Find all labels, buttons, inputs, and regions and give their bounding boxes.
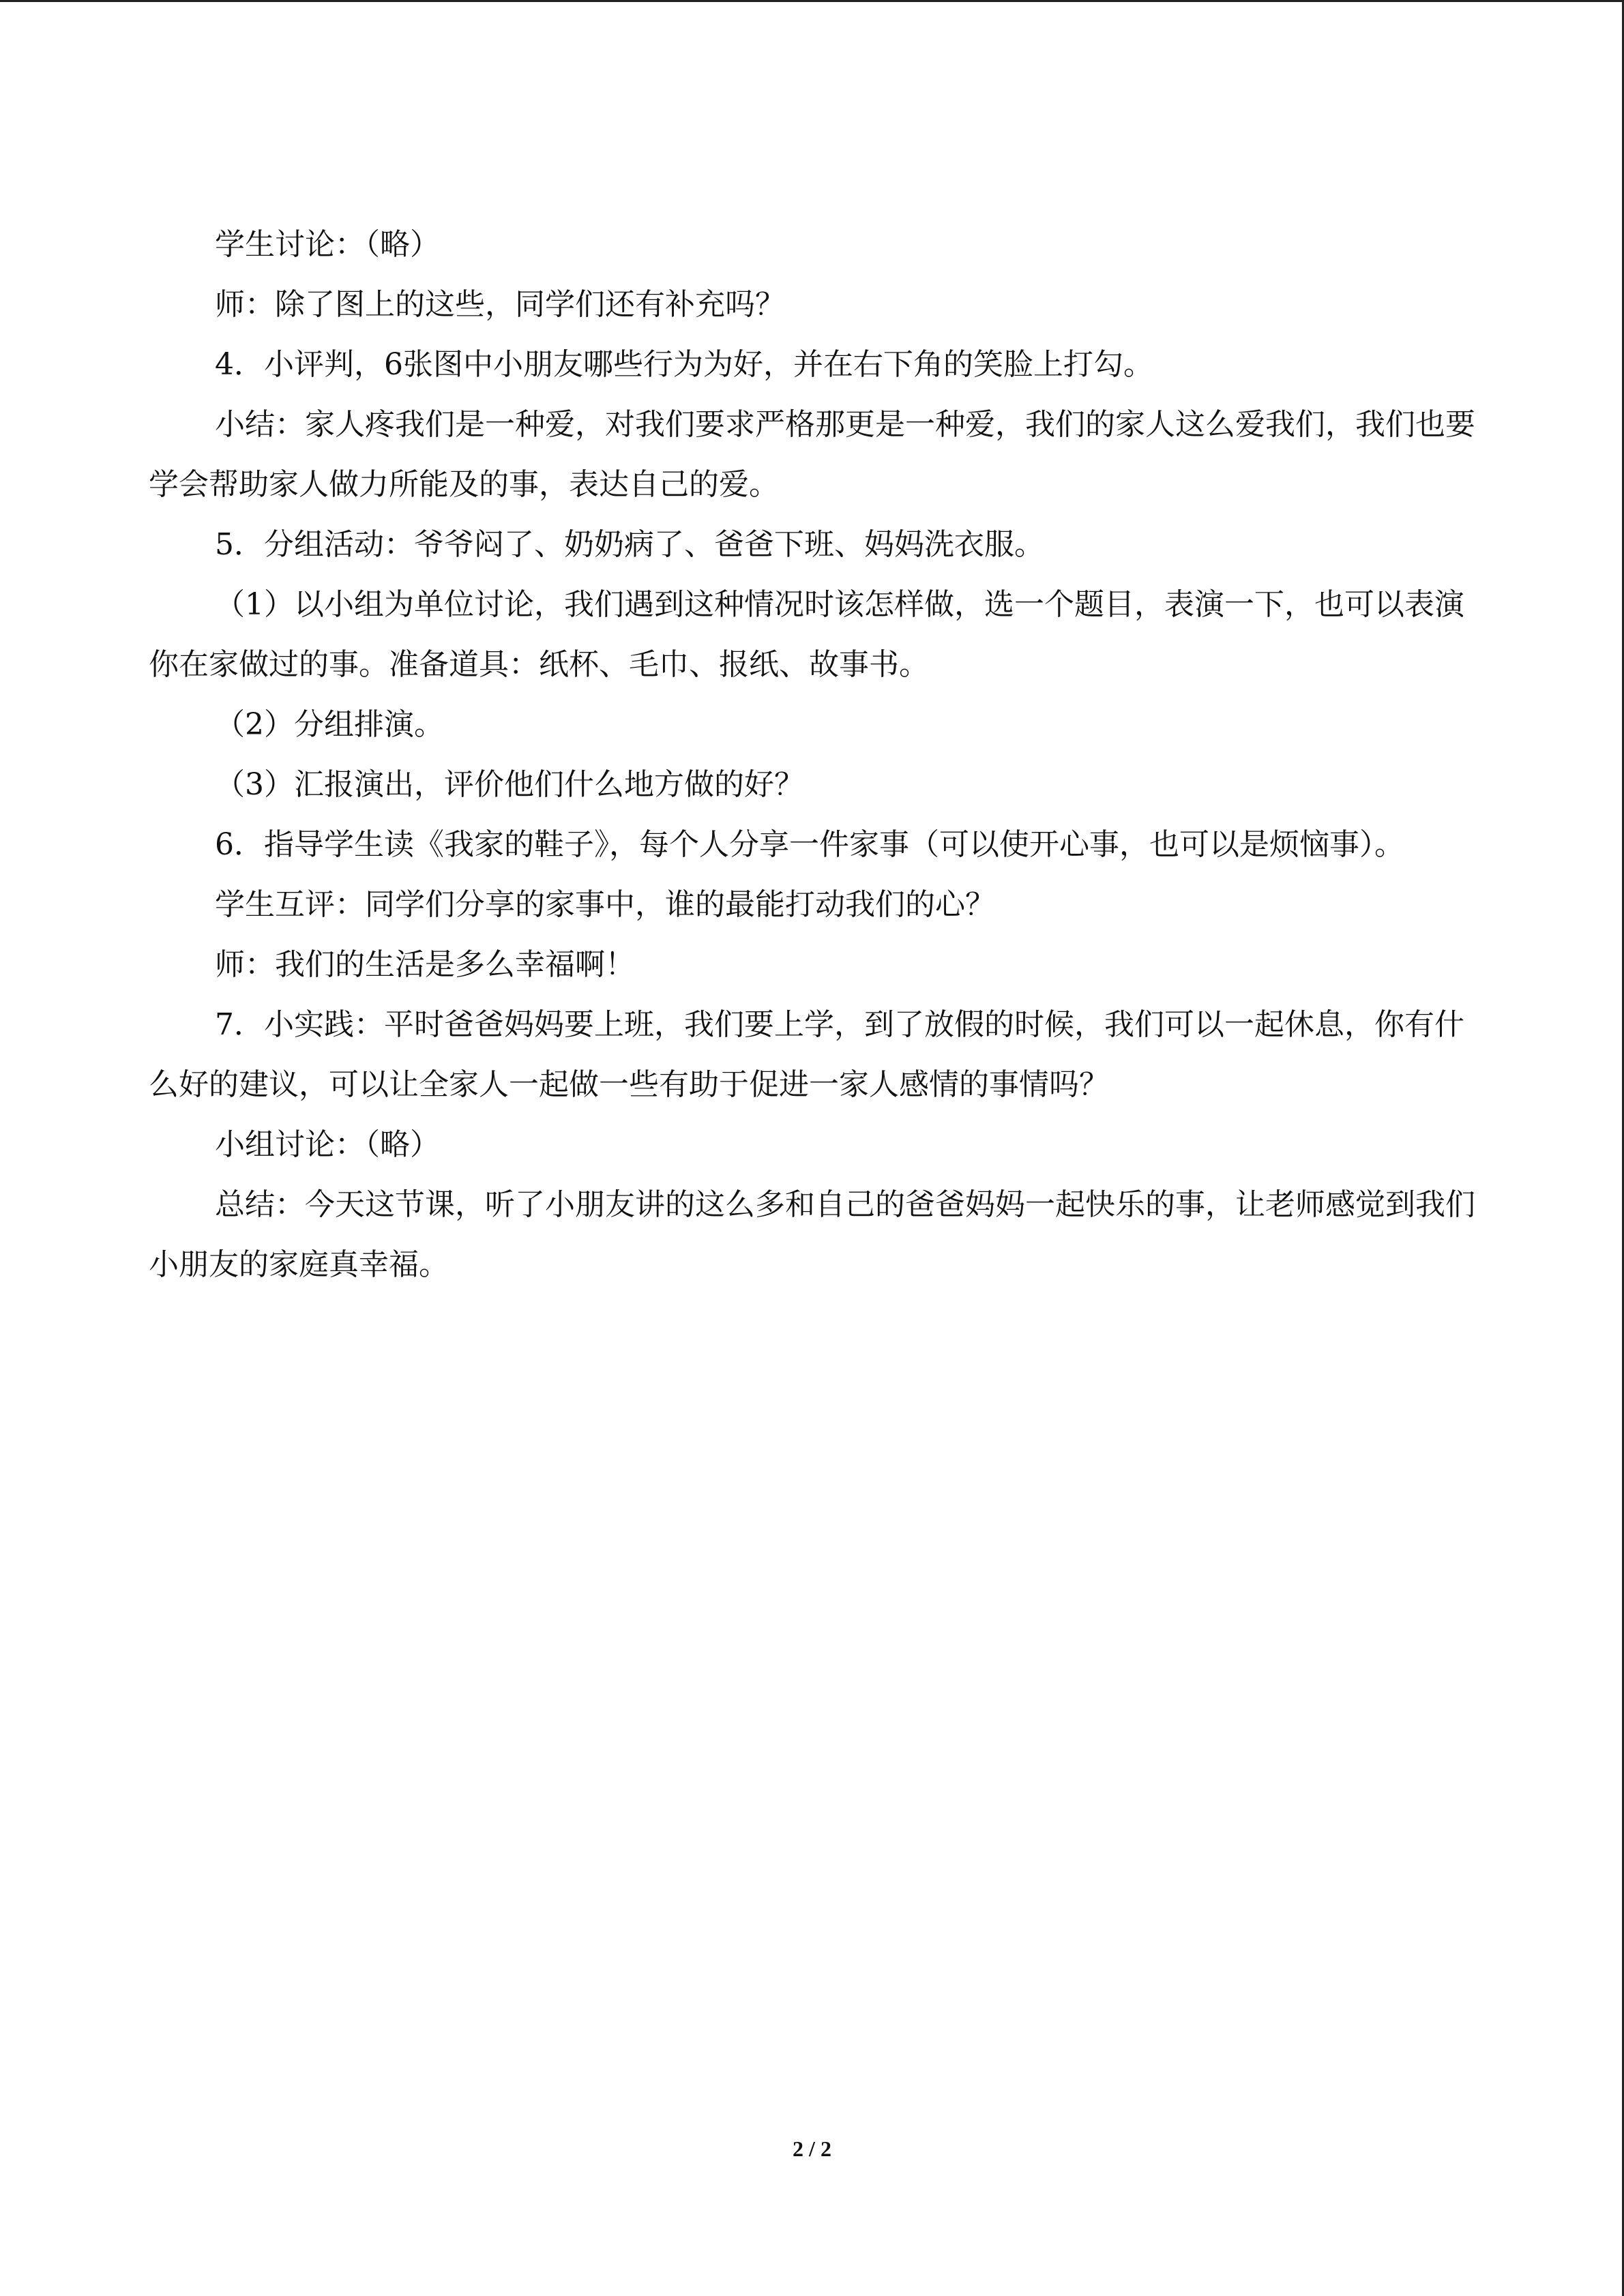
paragraph-step-7: 7．小实践：平时爸爸妈妈要上班，我们要上学，到了放假的时候，我们可以一起休息，你有什么好的建议，可以让全家人一起做一些有助于促进一家人感情的事情吗？ <box>149 1007 1464 1102</box>
paragraph-step-5-3: （3）汇报演出，评价他们什么地方做的好？ <box>215 767 804 802</box>
paragraph-student-discussion: 学生讨论：（略） <box>215 227 440 262</box>
paragraph-step-5-1: （1）以小组为单位讨论，我们遇到这种情况时该怎样做，选一个题目，表演一下，也可以表演你在家做过的事。准备道具：纸杯、毛巾、报纸、故事书。 <box>149 587 1464 682</box>
paragraph-teacher-question: 师：除了图上的这些，同学们还有补充吗？ <box>215 287 785 322</box>
paragraph-group-discussion: 小组讨论：（略） <box>215 1127 440 1162</box>
paragraph-step-6: 6．指导学生读《我家的鞋子》，每个人分享一件家事（可以使开心事，也可以是烦恼事）。 <box>215 827 1404 862</box>
paragraph-conclusion: 总结：今天这节课，听了小朋友讲的这么多和自己的爸爸妈妈一起快乐的事，让老师感觉到我们小朋友的家庭真幸福。 <box>149 1187 1475 1282</box>
paragraph-peer-review: 学生互评：同学们分享的家事中，谁的最能打动我们的心？ <box>215 887 995 922</box>
paragraph-step-5: 5．分组活动：爷爷闷了、奶奶病了、爸爸下班、妈妈洗衣服。 <box>215 527 1044 562</box>
document-body <box>149 215 1479 1295</box>
paragraph-step-5-2: （2）分组排演。 <box>215 707 444 742</box>
page-number: 2 / 2 <box>793 2136 831 2161</box>
paragraph-step-4: 4．小评判，6张图中小朋友哪些行为为好，并在右下角的笑脸上打勾。 <box>215 347 1153 382</box>
paragraph-summary: 小结：家人疼我们是一种爱，对我们要求严格那更是一种爱，我们的家人这么爱我们，我们也要学会帮助家人做力所能及的事，表达自己的爱。 <box>149 407 1475 502</box>
paragraph-teacher-remark: 师：我们的生活是多么幸福啊！ <box>215 947 635 982</box>
